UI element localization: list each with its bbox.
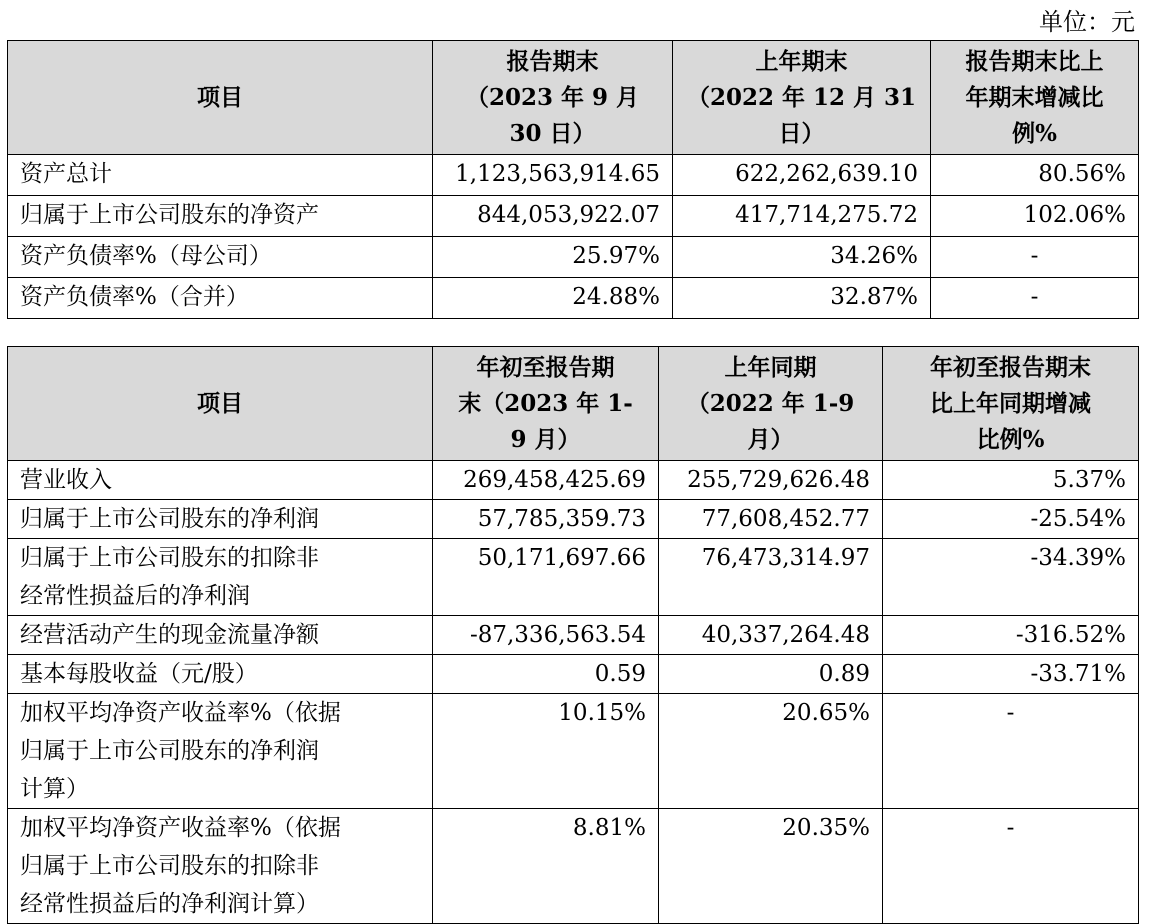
row-item-label: 归属于上市公司股东的净利润 — [8, 500, 433, 539]
header-label-line: 年初至报告期 — [476, 353, 615, 381]
header-label-line: 比上年同期增减 — [930, 389, 1091, 417]
prior-value: 40,337,264.48 — [659, 616, 883, 655]
row-item-label: 资产负债率%（母公司） — [8, 237, 433, 278]
prior-value: 32.87% — [673, 278, 931, 319]
table-row — [8, 616, 1139, 655]
header-ytd — [433, 347, 659, 461]
prior-value: 34.26% — [673, 237, 931, 278]
income-table — [7, 346, 1139, 924]
table-row — [8, 155, 1139, 196]
prior-value: 20.65% — [659, 694, 883, 809]
table-row — [8, 237, 1139, 278]
table-row — [8, 694, 1139, 809]
row-item-label: 加权平均净资产收益率%（依据 归属于上市公司股东的扣除非 经常性损益后的净利润计算） — [8, 809, 433, 924]
table-header-row — [8, 347, 1139, 461]
current-value: 0.59 — [433, 655, 659, 694]
current-value: 269,458,425.69 — [433, 461, 659, 500]
change-value: - — [883, 694, 1139, 809]
table-row — [8, 539, 1139, 616]
header-label-line: 报告期末比上 — [965, 47, 1104, 75]
change-value: -25.54% — [883, 500, 1139, 539]
header-label-line: 项目 — [197, 389, 243, 417]
row-item-label: 资产负债率%（合并） — [8, 278, 433, 319]
header-period-end — [433, 41, 673, 155]
row-item-label: 归属于上市公司股东的扣除非 经常性损益后的净利润 — [8, 539, 433, 616]
current-value: 1,123,563,914.65 — [433, 155, 673, 196]
prior-value: 417,714,275.72 — [673, 196, 931, 237]
header-label-line: 项目 — [197, 83, 243, 111]
header-label-line: 年初至报告期末 — [930, 353, 1091, 381]
table-row — [8, 196, 1139, 237]
header-item — [8, 41, 433, 155]
table-row — [8, 655, 1139, 694]
header-change-ratio — [931, 41, 1139, 155]
header-label-line: 30 日） — [509, 119, 596, 147]
header-label-line: 末（2023 年 1- — [458, 389, 633, 417]
table-row — [8, 278, 1139, 319]
current-value: 57,785,359.73 — [433, 500, 659, 539]
prior-value: 77,608,452.77 — [659, 500, 883, 539]
change-value: -33.71% — [883, 655, 1139, 694]
prior-value: 0.89 — [659, 655, 883, 694]
table-row — [8, 500, 1139, 539]
unit-label: 单位：元 — [1039, 8, 1135, 36]
change-value: 5.37% — [883, 461, 1139, 500]
header-prior-period — [659, 347, 883, 461]
header-label-line: 日） — [778, 119, 825, 147]
change-value: -34.39% — [883, 539, 1139, 616]
header-label-line: 9 月） — [510, 425, 581, 453]
current-value: -87,336,563.54 — [433, 616, 659, 655]
row-item-label: 经营活动产生的现金流量净额 — [8, 616, 433, 655]
header-label-line: （2022 年 12 月 31 — [686, 83, 917, 111]
change-value: 102.06% — [931, 196, 1139, 237]
header-change-ratio — [883, 347, 1139, 461]
header-item — [8, 347, 433, 461]
change-value: 80.56% — [931, 155, 1139, 196]
table-row — [8, 461, 1139, 500]
current-value: 844,053,922.07 — [433, 196, 673, 237]
prior-value: 76,473,314.97 — [659, 539, 883, 616]
current-value: 24.88% — [433, 278, 673, 319]
current-value: 25.97% — [433, 237, 673, 278]
row-item-label: 资产总计 — [8, 155, 433, 196]
balance-sheet-table — [7, 40, 1139, 319]
header-label-line: （2023 年 9 月 — [465, 83, 640, 111]
current-value: 8.81% — [433, 809, 659, 924]
change-value: -316.52% — [883, 616, 1139, 655]
change-value: - — [931, 237, 1139, 278]
change-value: - — [883, 809, 1139, 924]
prior-value: 622,262,639.10 — [673, 155, 931, 196]
row-item-label: 归属于上市公司股东的净资产 — [8, 196, 433, 237]
row-item-label: 基本每股收益（元/股） — [8, 655, 433, 694]
table-header-row — [8, 41, 1139, 155]
header-label-line: 年期末增减比 — [965, 83, 1104, 111]
header-label-line: 上年期末 — [755, 47, 848, 75]
table-row — [8, 809, 1139, 924]
prior-value: 255,729,626.48 — [659, 461, 883, 500]
change-value: - — [931, 278, 1139, 319]
row-item-label: 加权平均净资产收益率%（依据 归属于上市公司股东的净利润 计算） — [8, 694, 433, 809]
header-label-line: 上年同期 — [724, 353, 817, 381]
row-item-label: 营业收入 — [8, 461, 433, 500]
header-label-line: 月） — [747, 425, 794, 453]
header-label-line: 比例% — [976, 425, 1045, 453]
header-label-line: 报告期末 — [506, 47, 599, 75]
current-value: 10.15% — [433, 694, 659, 809]
current-value: 50,171,697.66 — [433, 539, 659, 616]
header-prior-year-end — [673, 41, 931, 155]
prior-value: 20.35% — [659, 809, 883, 924]
header-label-line: 例% — [1012, 119, 1057, 147]
header-label-line: （2022 年 1-9 — [686, 389, 855, 417]
